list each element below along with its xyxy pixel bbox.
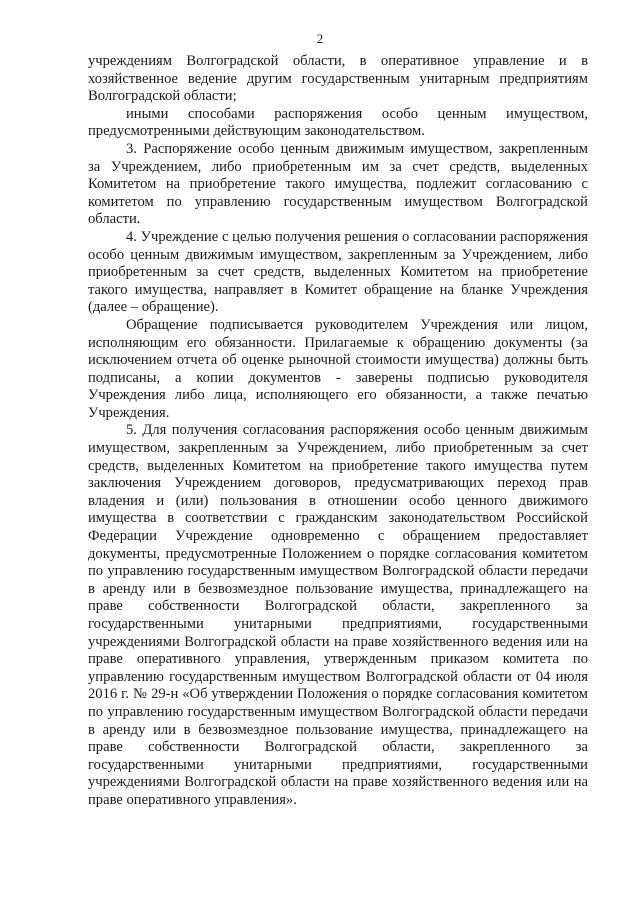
paragraph-clause-4: 4. Учреждение с целью получения решения о согласовании распоряжения особо ценным движимым имуществом, закрепленным за Учреждением, либо приобретенным за счет средств, выделенных Комитетом на приобретение такого имущества, направляет в Комитет обращение на бланке Учреждения (далее – обращение). [88, 228, 588, 316]
document-body [88, 53, 588, 810]
paragraph-continuation: учреждениям Волгоградской области, в оперативное управление и в хозяйственное ведение другим государственным унитарным предприятиям Волгоградской области; [88, 53, 588, 105]
paragraph-clause-5: 5. Для получения согласования распоряжения особо ценным движимым имуществом, закрепленным за Учреждением, либо приобретенным за счет средств, выделенных Комитетом на приобретение такого имущества путем заключения Учреждением договоров, предусматривающих переход прав владения и (или) пользования в отношении особо ценного движимого имущества в соответствии с гражданским законодательством Российской Федерации Учреждение одновременно с обращением предоставляет документы, предусмотренные Положением о порядке согласования комитетом по управлению государственным имуществом Волгоградской области передачи в аренду или в безвозмездное пользование имущества, принадлежащего на праве собственности Волгоградской области, закрепленного за государственными унитарными предприятиями, государственными учреждениями Волгоградской области на праве хозяйственного ведения или на праве оперативного управления, утвержденным приказом комитета по управлению государственным имуществом Волгоградской области от 04 июля 2016 г. № 29-н «Об утверждении Положения о порядке согласования комитетом по управлению государственным имуществом Волгоградской области передачи в аренду или в безвозмездное пользование имущества, принадлежащего на праве собственности Волгоградской области, закрепленного за государственными унитарными предприятиями, государственными учреждениями Волгоградской области на праве хозяйственного ведения или на праве оперативного управления». [88, 422, 588, 808]
paragraph-other-methods: иными способами распоряжения особо ценным имуществом, предусмотренными действующим законодательством. [88, 105, 588, 140]
page-number: 2 [316, 31, 324, 46]
paragraph-signing-rules: Обращение подписывается руководителем Учреждения или лицом, исполняющим его обязанности. Прилагаемые к обращению документы (за исключением отчета об оценке рыночной стоимости имущества) должны быть подписаны, а копии документов - заверены подписью руководителя Учреждения либо лица, исполняющего его обязанности, а также печатью Учреждения. [88, 316, 588, 421]
paragraph-clause-3: 3. Распоряжение особо ценным движимым имуществом, закрепленным за Учреждением, либо приобретенным им за счет средств, выделенных Комитетом на приобретение такого имущества, подлежит согласованию с комитетом по управлению государственным имуществом Волгоградской области. [88, 140, 588, 228]
